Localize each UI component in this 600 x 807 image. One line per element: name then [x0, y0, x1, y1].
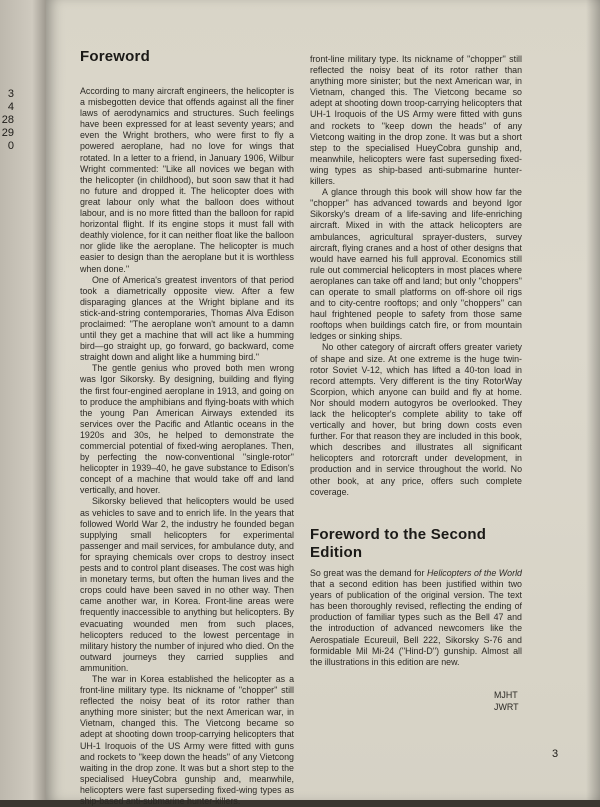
foreword-paragraph: A glance through this book will show how far the ''chopper'' has advanced towards and beyond Igor Sikorsky's dream of a life-saving and life-enriching aircraft. Mixed in with the attack helicopters are ambulances, agricultural sprayer-dusters, survey aircraft, flying cranes and a host of other designs that would have earned his full approval. Economics still rule out commercial helicopters in most places where aeroplanes can take off and land; but only ''choppers'' can operate to small platforms on off-shore oil rigs and to city-centre rooftops; and only ''choppers'' can haul frightened people to safety from those same rooftops when buildings catch fire, or from mountain ledges or sinking ships. — [310, 187, 522, 342]
signature-initials: MJHT — [494, 690, 518, 700]
foreword-heading: Foreword — [80, 48, 150, 65]
prev-page-number: 0 — [7, 140, 14, 152]
prev-page-number: 28 — [1, 114, 14, 126]
second-edition-text-start: So great was the demand for — [310, 568, 427, 578]
prev-page-number: 3 — [7, 88, 14, 100]
foreword-paragraph-continued: front-line military type. Its nickname of ''chopper'' still reflected the noisy beat of its rotor rather than anything more sinister; but the next American war, in Vietnam, changed this. The Vietcong became so adept at shooting down troop-carrying helicopters that UH-1 Iroquois of the US Army were fitted with guns and rockets to ''keep down the heads'' of any Vietcong waiting in the drop zone. It was but a short step to the specialised HueyCobra gunship and, meanwhile, helicopters were fast superseding fixed-wing types as ship-based anti-submarine hunter-killers. — [310, 54, 522, 187]
prev-page-number: 29 — [1, 127, 14, 139]
second-edition-text-end: that a second edition has been justified within two years of publication of the original version. The text has been thoroughly revised, reflecting the ending of production of familiar types such as the Bell 47 and the introduction of advanced newcomers like the Aerospatiale Ecureuil, Bell 222, Sikorsky S-76 and formidable Mil Mi-24 (''Hind-D'') gunship. Almost all the illustrations in this edition are new. — [310, 579, 522, 667]
second-edition-paragraph — [310, 568, 522, 668]
foreword-column-right — [310, 54, 522, 498]
second-edition-heading: Foreword to the Second Edition — [310, 526, 487, 561]
previous-page-edge — [0, 0, 46, 800]
book-title: Helicopters of the World — [427, 568, 522, 578]
foreword-column-left — [80, 86, 294, 806]
signature-initials: JWRT — [494, 702, 519, 712]
foreword-paragraph: Sikorsky believed that helicopters would be used as vehicles to save and to enrich life. In the years that followed World War 2, the industry he founded began supplying small helicopters for experimental passenger and mail services, for ambulance duty, and for spraying chemicals over crops to destroy insect pests and to control plant diseases. The cost was high in monetary terms, but often the human lives and the crops could have been saved in no other way. Then came another war, in Korea. Front-line areas were frequently inaccessible to anything but helicopters. By evacuating wounded men from such places, helicopters reduced to the lowest percentage in military history the number of injured who died. On the outward journeys they carried supplies and ammunition. — [80, 496, 294, 673]
prev-page-number: 4 — [7, 101, 14, 113]
second-edition-text — [310, 568, 522, 668]
page-number: 3 — [552, 748, 559, 760]
foreword-paragraph: The war in Korea established the helicopter as a front-line military type. Its nickname of ''chopper'' still reflected the noisy beat of its rotor rather than anything more sinister; but the next American war, in Vietnam, changed this. The Vietcong became so adept at shooting down troop-carrying helicopters that UH-1 Iroquois of the US Army were fitted with guns and rockets to ''keep down the heads'' of any Vietcong waiting in the drop zone. It was but a short step to the specialised HueyCobra gunship and, meanwhile, helicopters were fast superseding fixed-wing types as ship-based anti-submarine hunter-killers. — [80, 673, 294, 806]
foreword-paragraph: One of America's greatest inventors of that period took a diametrically opposite view. After a few disparaging glances at the Wright biplane and its stick-and-string contemporaries, Thomas Alva Edison proclaimed: ''The aeroplane won't amount to a damn until they get a machine that will act like a humming bird—go straight up, go forward, go backward, come straight down and alight like a humming bird.'' — [80, 274, 294, 363]
book-page — [46, 0, 600, 806]
foreword-paragraph: No other category of aircraft offers greater variety of shape and size. At one extreme is the huge twin-rotor Soviet V-12, which has lifted a 40-ton load in record attempts. Very different is the tiny RotorWay Scorpion, which anyone can build and fly at home. Nor should modern autogyros be overlooked. They lack the helicopter's complete ability to take off vertically and hover, but bring down costs even further. For that reason they are included in this book, which describes and illustrates all significant helicopters and rotorcraft under development, in production and in service throughout the world. No other book, at any price, offers such complete coverage. — [310, 342, 522, 497]
foreword-paragraph: According to many aircraft engineers, the helicopter is a misbegotten device that offends against all the finer laws of aerodynamics and structures. Such feelings have been expressed for at least seventy years; and even the Wright brothers, who were first to fly a powered aeroplane, had no love for wings that rotated. In a letter to a friend, in January 1906, Wilbur Wright commented: ''Like all novices we began with the helicopter (in childhood), but soon saw that it had no future and dropped it. The helicopter does with great labour only what the balloon does without labour, and is no more fitted than the balloon for rapid horizontal flight. If its engine stops it must fall with deathly violence, for it can neither float like the balloon nor glide like the aeroplane. The helicopter is much easier to design than the aeroplane but it is worthless when done.'' — [80, 86, 294, 274]
foreword-paragraph: The gentle genius who proved both men wrong was Igor Sikorsky. By designing, building and flying the first four-engined aeroplane in 1913, and going on to produce the amphibians and flying-boats with which the young Pan American Airways extended its services over the Pacific and Atlantic oceans in the 1920s and 30s, he helped to demonstrate the commercial potential of fixed-wing aeroplanes. Then, by perfecting the now-conventional ''single-rotor'' helicopter in 1939–40, he gave substance to Edison's concept of a machine that would take off and land vertically, and hover. — [80, 363, 294, 496]
